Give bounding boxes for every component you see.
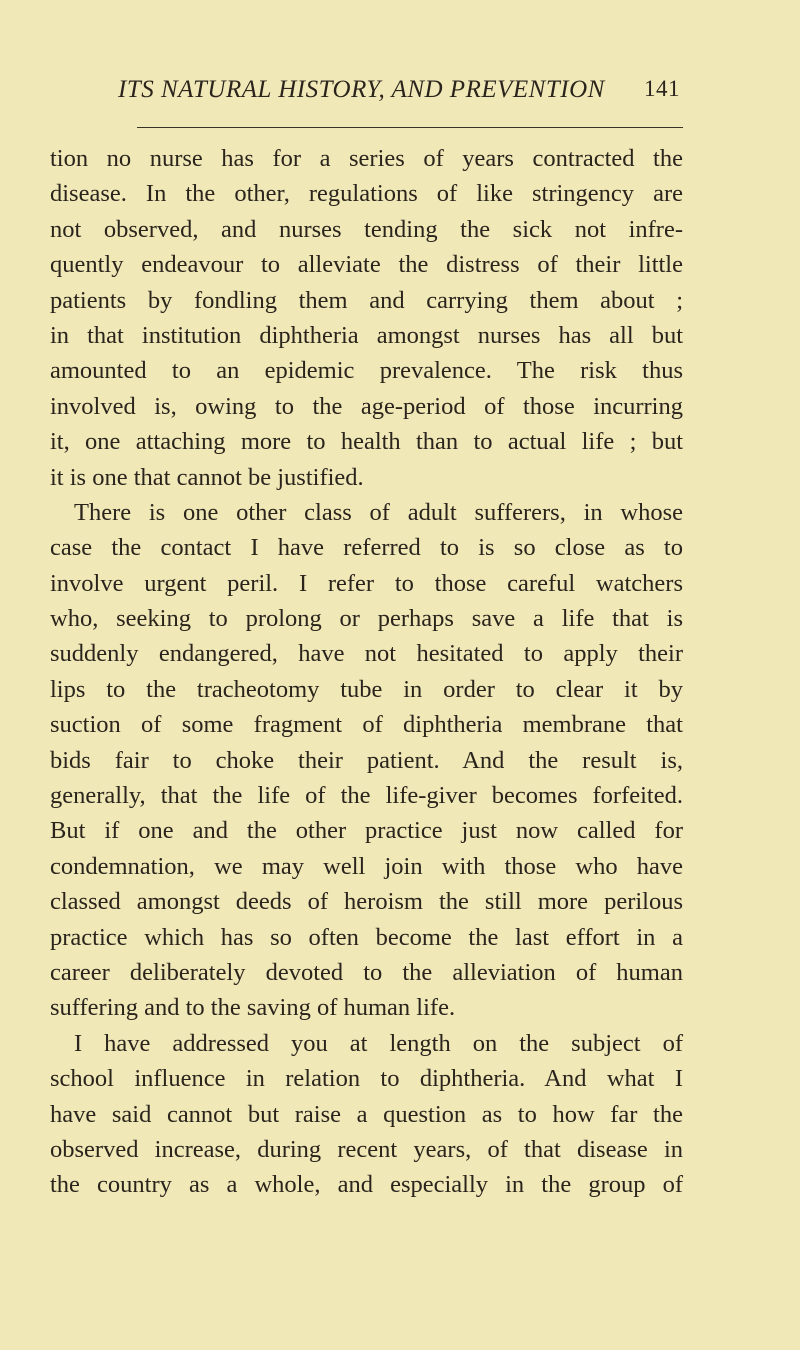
text-line: it, one attaching more to health than to actual life ; but <box>50 428 683 456</box>
text-line: suction of some fragment of diphtheria membrane that <box>50 711 683 739</box>
text-line: There is one other class of adult sufferers, in whose <box>74 498 683 526</box>
text-line: career deliberately devoted to the alleviation of human <box>50 958 683 986</box>
text-line: school influence in relation to diphtheria. And what I <box>50 1065 683 1093</box>
text-line: not observed, and nurses tending the sick not infre- <box>50 215 683 243</box>
text-line: in that institution diphtheria amongst nurses has all but <box>50 321 683 349</box>
text-line: quently endeavour to alleviate the distress of their little <box>50 251 683 279</box>
text-line: tion no nurse has for a series of years contracted the <box>50 145 683 172</box>
running-head <box>118 72 680 112</box>
text-line: the country as a whole, and especially in the group of <box>50 1171 683 1199</box>
paragraph-1 <box>50 141 683 495</box>
text-line: disease. In the other, regulations of like stringency are <box>50 180 683 208</box>
text-line: lips to the tracheotomy tube in order to clear it by <box>50 675 683 703</box>
text-line: patients by fondling them and carrying them about ; <box>50 286 683 314</box>
paragraph-3 <box>50 1026 683 1203</box>
text-line: have said cannot but raise a question as to how far the <box>50 1100 683 1128</box>
running-head-title: ITS NATURAL HISTORY, AND PREVENTION <box>118 76 605 103</box>
text-line: But if one and the other practice just now called for <box>50 817 683 845</box>
paragraph-2 <box>50 495 683 1026</box>
text-line: classed amongst deeds of heroism the still more perilous <box>50 888 683 916</box>
text-line: observed increase, during recent years, of that disease in <box>50 1135 683 1163</box>
text-line: case the contact I have referred to is so close as to <box>50 534 683 562</box>
text-line: practice which has so often become the last effort in a <box>50 923 683 951</box>
text-line: generally, that the life of the life-giver becomes forfeited. <box>50 782 683 810</box>
text-line: involved is, owing to the age-period of those incurring <box>50 392 683 420</box>
page-number: 141 <box>644 76 680 101</box>
text-line: condemnation, we may well join with those who have <box>50 852 683 880</box>
body-text <box>50 141 683 1203</box>
text-line: suffering and to the saving of human life. <box>50 994 456 1022</box>
text-line: suddenly endangered, have not hesitated to apply their <box>50 640 683 668</box>
text-line: it is one that cannot be justified. <box>50 463 364 491</box>
text-line: who, seeking to prolong or perhaps save a life that is <box>50 605 683 633</box>
header-rule <box>137 127 683 128</box>
text-line: involve urgent peril. I refer to those careful watchers <box>50 569 683 597</box>
text-line: I have addressed you at length on the subject of <box>74 1029 683 1057</box>
text-line: bids fair to choke their patient. And the result is, <box>50 746 683 774</box>
text-line: amounted to an epidemic prevalence. The risk thus <box>50 357 683 385</box>
